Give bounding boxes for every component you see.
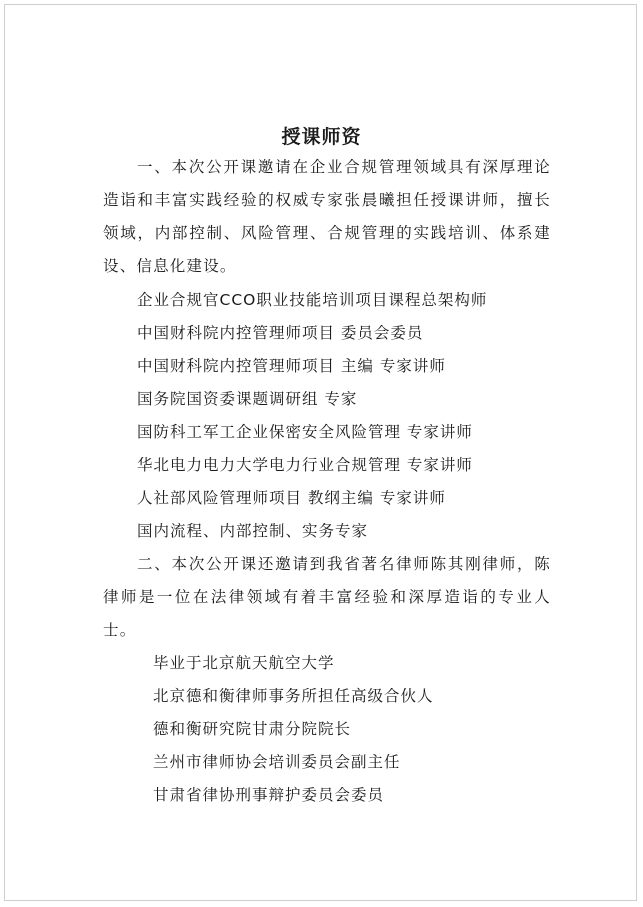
paragraph-expert-1-intro: 一、本次公开课邀请在企业合规管理领域具有深厚理论造诣和丰富实践经验的权威专家张晨曦担任授课讲师，擅长领域，内部控制、风险管理、合规管理的实践培训、体系建设、信息化建设。 xyxy=(103,158,551,275)
paragraph-expert-2-intro: 二、本次公开课还邀请到我省著名律师陈其刚律师，陈律师是一位在法律领域有着丰富经验和深厚造诣的专业人士。 xyxy=(103,555,551,639)
credential-item: 毕业于北京航天航空大学 xyxy=(153,654,335,672)
credential-item: 兰州市律师协会培训委员会副主任 xyxy=(153,753,401,771)
credential-item: 国内流程、内部控制、实务专家 xyxy=(137,522,369,540)
credential-item: 国务院国资委课题调研组 专家 xyxy=(137,390,358,408)
credential-item: 人社部风险管理师项目 教纲主编 专家讲师 xyxy=(137,489,446,507)
credential-item: 甘肃省律协刑事辩护委员会委员 xyxy=(153,786,385,804)
credential-item: 德和衡研究院甘肃分院院长 xyxy=(153,720,352,738)
credential-item: 北京德和衡律师事务所担任高级合伙人 xyxy=(153,687,434,705)
expert-2-credentials-list xyxy=(153,647,434,812)
document-title: 授课师资 xyxy=(281,126,362,148)
credential-item: 国防科工军工企业保密安全风险管理 专家讲师 xyxy=(137,423,473,441)
credential-item: 中国财科院内控管理师项目 委员会委员 xyxy=(137,324,424,342)
credential-item: 中国财科院内控管理师项目 主编 专家讲师 xyxy=(137,357,446,375)
credential-item: 华北电力电力大学电力行业合规管理 专家讲师 xyxy=(137,456,473,474)
expert-1-credentials-list xyxy=(137,284,487,548)
credential-item: 企业合规官CCO职业技能培训项目课程总架构师 xyxy=(137,291,488,309)
